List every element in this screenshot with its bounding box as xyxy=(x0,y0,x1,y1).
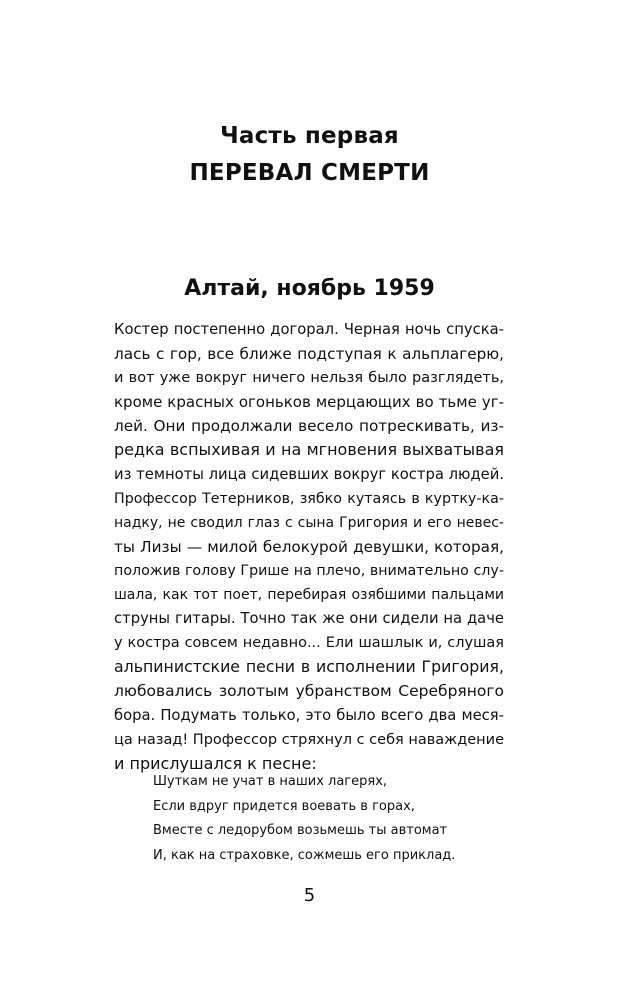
part-heading xyxy=(0,118,619,192)
poem-stanza xyxy=(153,770,455,868)
body-line: надку, не сводил глаз с сына Григория и его невес- xyxy=(114,514,504,531)
body-line: положив голову Грише на плечо, внимательно слу- xyxy=(114,562,504,579)
body-line: и прислушался к песне: xyxy=(114,753,317,773)
body-line: и вот уже вокруг ничего нельзя было разглядеть, xyxy=(114,370,504,387)
poem-line: Если вдруг придется воевать в горах, xyxy=(153,798,415,814)
body-line: любовались золотым убранством Серебряного xyxy=(114,682,504,701)
body-line: Профессор Тетерников, зябко кутаясь в куртку-ка- xyxy=(114,490,504,507)
poem-line: Вместе с ледорубом возьмешь ты автомат xyxy=(153,823,448,838)
body-line: из темноты лица сидевших вокруг костра людей. xyxy=(114,465,504,483)
body-line: лась с гор, все ближе подступая к альплагерю, xyxy=(114,345,504,364)
body-line: альпинистские песни в исполнении Григория, xyxy=(114,657,504,677)
page-number: 5 xyxy=(303,885,316,906)
body-line: ца назад! Профессор стряхнул с себя наваждение xyxy=(114,731,504,748)
body-line: струны гитары. Точно так же они сидели на даче xyxy=(114,610,504,628)
body-line: шала, как тот поет, перебирая озябшими пальцами xyxy=(114,587,504,604)
body-paragraph xyxy=(114,318,504,776)
body-line: у костра совсем недавно... Ели шашлык и, слушая xyxy=(114,635,504,652)
body-line: лей. Они продолжали весело потрескивать, из- xyxy=(114,417,504,436)
part-label: Часть первая xyxy=(220,123,399,149)
chapter-title: Алтай, ноябрь 1959 xyxy=(184,276,435,301)
body-line: бора. Подумать только, это было всего два меся- xyxy=(114,706,504,724)
body-line: ты Лизы — милой белокурой девушки, которая, xyxy=(114,537,504,556)
body-line: кроме красных огоньков мерцающих во тьме уг- xyxy=(114,393,504,412)
part-title: ПЕРЕВАЛ СМЕРТИ xyxy=(189,160,430,186)
poem-line: Шуткам не учат в наших лагерях, xyxy=(153,774,388,789)
body-line: Костер постепенно догорал. Черная ночь спуска- xyxy=(114,321,504,338)
body-line: редка вспыхивая и на мгновения выхватывая xyxy=(114,440,504,460)
poem-line: И, как на страховке, сожмешь его приклад. xyxy=(153,847,456,863)
